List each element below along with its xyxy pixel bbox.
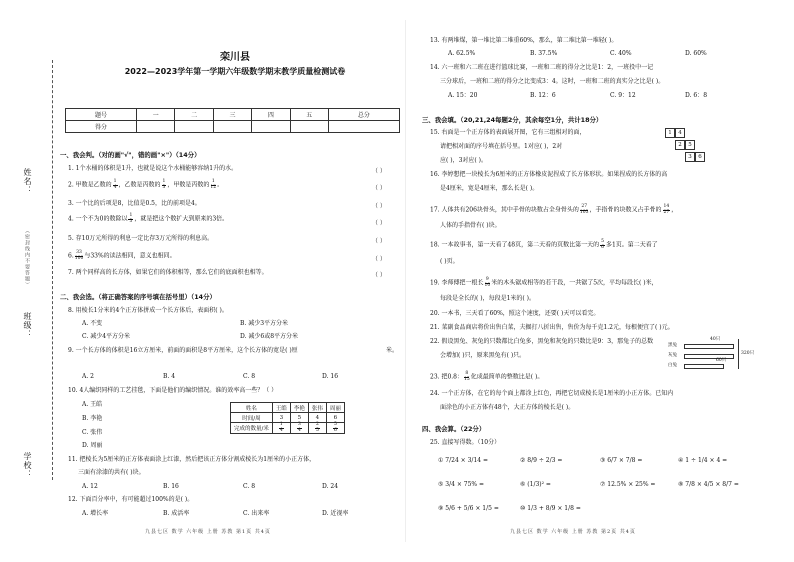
q10-option-b[interactable]: B. 李艳	[82, 415, 103, 422]
question-25: 25. 直接写得数。（10分）	[430, 439, 501, 446]
school-label: 学校：	[23, 452, 32, 479]
q12-option-c[interactable]: C. 出来率	[243, 510, 270, 517]
section-4-title: 四、我会算。（22分）	[422, 425, 486, 433]
calc-3: ③ 6/7 × 7/8 =	[600, 457, 643, 464]
q14-option-b[interactable]: B. 12：6	[530, 92, 556, 99]
table-cell: $\frac{2}{5}$	[308, 423, 326, 434]
question-7: 7. 两个同样高的长方体，如果它们的体积相等，那么它们的底面积也相等。	[68, 269, 268, 276]
binding-margin	[0, 0, 60, 562]
table-cell: 6	[326, 413, 344, 423]
q13-option-c[interactable]: C. 40%	[610, 50, 632, 57]
score-cell[interactable]	[213, 121, 251, 133]
question-6: 6. $\frac{33}{100}$ 与33%的读法相同，意义也相同。	[68, 250, 176, 261]
net-face-4: 4	[675, 128, 685, 138]
question-19-line2: 每段是全长的( )，每段是1米的( )。	[440, 295, 535, 302]
calc-6: ⑥ (1/3)² =	[520, 481, 551, 488]
bar-value-60: 60只	[716, 358, 727, 363]
score-cell[interactable]	[290, 121, 328, 133]
table-cell: $\frac{1}{4}$	[272, 423, 290, 434]
q9-option-b[interactable]: B. 4	[163, 373, 176, 380]
answer-paren-1[interactable]: （ ）	[372, 168, 386, 175]
score-head-2: 二	[175, 109, 213, 121]
net-face-6: 6	[695, 152, 705, 162]
q14-option-a[interactable]: A. 15：20	[448, 92, 478, 99]
question-10: 10. 4人编织同样的工艺挂毯，下面是他们的编织情况。谁的效率高一些？（ ）	[68, 387, 278, 394]
question-20: 20. 一本书，三天看了60%，照这个速度，还要( )天可以看完。	[430, 310, 600, 317]
question-18: 18. 一本故事书，第一天看了48页，第二天看的页数比第一天的 $\frac{5}{6}$ 多1页。第二天看了	[430, 239, 658, 250]
bar-label-white: 白兔	[668, 363, 677, 368]
q12-option-b[interactable]: B. 成活率	[163, 510, 190, 517]
bar-gray	[684, 354, 734, 359]
q11-option-a[interactable]: A. 12	[82, 483, 98, 490]
question-14: 14. 六一班和六二班在进行篮球比赛，一班和二班的得分之比是1：2，一班投中一记	[430, 64, 654, 71]
q13-option-b[interactable]: B. 37.5%	[530, 50, 558, 57]
name-label: 姓名：	[23, 168, 32, 195]
table-header: 张伟	[308, 403, 326, 413]
section-2-title: 二、我会选。（将正确答案的序号填在括号里）（14分）	[60, 293, 216, 301]
q9-option-a[interactable]: A. 2	[82, 373, 94, 380]
question-1: 1. 1个水桶的体积是1升，也就是说这个水桶能够容纳1升的水。	[68, 165, 238, 172]
question-17: 17. 人体共有206块骨头，其中手骨的块数占全身骨头的 $\frac{27}{103}$ ，手指骨的块数又占手骨的 $\frac{14}{27}$ ，	[430, 204, 678, 215]
question-24-line2: 面涂色的小正方体有48个，大正方体的棱长是( )。	[440, 404, 575, 411]
answer-paren-2[interactable]: （ ）	[372, 185, 386, 192]
q12-option-a[interactable]: A. 增长率	[82, 510, 109, 517]
score-head-1: 一	[137, 109, 175, 121]
calc-9: ⑨ 5/6 + 5/6 × 1/5 =	[438, 505, 499, 512]
q11-option-d[interactable]: D. 24	[322, 483, 339, 490]
question-8: 8. 用棱长1分米的4个正方体拼成一个长方体后，表面积( )。	[68, 307, 228, 314]
question-16: 16. 李婷想把一块棱长为6厘米的正方体橡皮泥捏成了长方体形状。如果捏成的长方体的高	[430, 171, 668, 178]
answer-paren-7[interactable]: （ ）	[372, 272, 386, 279]
page-1-footer: 九县七区 数学 六年级 上册 苏教 第1页 共4页	[145, 529, 271, 535]
calc-7: ⑦ 12.5% × 25% =	[600, 481, 656, 488]
score-head-3: 三	[213, 109, 251, 121]
net-face-2: 2	[675, 140, 685, 150]
calc-1: ① 7/24 × 3/14 =	[438, 457, 489, 464]
question-19: 19. 李师傅把一根长 $\frac{9}{10}$ 米的木头锯成相等的若干段，一共锯了5次，平均每段长( )米，	[430, 277, 658, 288]
score-cell[interactable]	[328, 121, 399, 133]
question-2: 2. 甲数是乙数的 $\frac{1}{4}$ ，乙数是丙数的 $\frac{1}{3}$ ，甲数是丙数的 $\frac{1}{12}$ 。	[68, 179, 224, 190]
page-1	[60, 0, 405, 562]
page-2	[420, 0, 790, 562]
question-9: 9. 一个长方体的体积是16立方厘米，前面的面积是8平方厘米，这个长方体的宽是( )厘	[68, 347, 298, 354]
table-cell: 完成的数量/米	[231, 423, 273, 434]
calc-10: ⑩ 1/3 + 8/9 × 1/8 =	[520, 505, 581, 512]
question-11-line2: 三面有涂漆的共有( )块。	[78, 469, 145, 476]
page-2-footer: 九县七区 数学 六年级 上册 苏教 第2页 共4页	[510, 529, 636, 535]
bar-label-black: 黑兔	[668, 343, 677, 348]
cut-notice: （密封线内不要答题）	[24, 228, 30, 288]
question-23: 23. 把0.8： $\frac{8}{15}$ 化成最简单的整数比是( )。	[430, 371, 544, 382]
question-12: 12. 下面百分率中，有可能超过100%的是( )。	[68, 496, 194, 503]
question-11: 11. 把棱长为5厘米的正方体表面涂上红漆，然后把该正方体分割成棱长为1厘米的小正方体，	[68, 456, 316, 463]
score-head-5: 五	[290, 109, 328, 121]
score-label: 得分	[66, 121, 137, 133]
answer-paren-6[interactable]: （ ）	[372, 256, 386, 263]
q8-option-d[interactable]: D. 减少6或8平方分米	[240, 333, 299, 340]
score-table	[65, 108, 400, 133]
q12-option-d[interactable]: D. 近视率	[322, 510, 349, 517]
calc-2: ② 8/9 ÷ 2/3 =	[520, 457, 563, 464]
table-cell: $\frac{3}{4}$	[290, 423, 308, 434]
bar-label-gray: 灰兔	[668, 353, 677, 358]
table-header: 李艳	[290, 403, 308, 413]
q14-option-d[interactable]: D. 6：8	[685, 92, 708, 99]
calc-5: ⑤ 3/4 × 75% =	[438, 481, 485, 488]
q11-option-c[interactable]: C. 8	[243, 483, 256, 490]
question-18-line2: ( )页。	[440, 258, 459, 265]
page-divider	[405, 20, 406, 542]
question-9-unit: 米。	[386, 347, 399, 354]
bar-white	[684, 364, 724, 369]
table-header: 周丽	[326, 403, 344, 413]
bar-value-40: 40只	[710, 337, 721, 342]
q11-option-b[interactable]: B. 16	[163, 483, 179, 490]
table-cell: $\frac{5}{6}$	[326, 423, 344, 434]
score-cell[interactable]	[252, 121, 290, 133]
bar-total: 320只	[741, 351, 755, 356]
question-21: 21. 菜副食品商店将价出售白菜，夫掘打八折出售，售价为每千克1.2元，每根便宜了( )元。	[430, 324, 674, 331]
q14-option-c[interactable]: C. 9：12	[610, 92, 636, 99]
answer-paren-4[interactable]: （ ）	[372, 220, 386, 227]
net-face-5: 5	[685, 140, 695, 150]
calc-8: ⑧ 7/8 × 4/5 × 8/7 =	[678, 481, 739, 488]
exam-title: 2022—2023学年第一学期六年级数学期末教学质量检测试卷	[124, 67, 346, 76]
table-header: 姓名	[231, 403, 273, 413]
question-13: 13. 有两堆煤，第一堆比第二堆重60%，那么，第二堆比第一堆轻( )。	[430, 37, 618, 44]
seal-line	[52, 60, 53, 480]
q9-option-c[interactable]: C. 8	[243, 373, 256, 380]
question-15: 15. 右面是一个正方体的表面展开图，它有三组相对的面，	[430, 129, 586, 136]
table-cell: 3	[272, 413, 290, 423]
score-cell[interactable]	[137, 121, 175, 133]
answer-paren-5[interactable]: （ ）	[372, 238, 386, 245]
table-header: 王皓	[272, 403, 290, 413]
question-24: 24. 一个正方体，在它的每个面上都涂上红色，再把它切成棱长是1厘米的小正方体。已知内	[430, 390, 674, 397]
question-17-line2: 人体的手指骨有( )块。	[440, 222, 501, 229]
section-1-title: 一、我会判。（对的画"√"，错的画"×"）（14分）	[60, 151, 201, 159]
score-head-0: 题号	[66, 109, 137, 121]
question-15-line3: 应( )，3对应( )。	[440, 157, 487, 164]
question-14-line2: 三分球后，一班和二班的得分之比变成3：4。这时，一班和二班的真实分之比是( )。	[440, 78, 665, 85]
county-title: 栾川县	[220, 52, 250, 63]
table-cell: 时间/周	[231, 413, 273, 423]
class-label: 班级：	[23, 312, 32, 339]
table-cell: 5	[290, 413, 308, 423]
q10-option-d[interactable]: D. 周丽	[82, 442, 103, 449]
q8-option-b[interactable]: B. 减少3平方分米	[240, 320, 289, 327]
question-4: 4. 一个不为0的数除以 $\frac{1}{3}$ ，就是把这个数扩大到原来的3倍。	[68, 213, 229, 224]
section-3-title: 三、我会填。（20,21,24每题2分，其余每空1分，共计18分）	[422, 116, 603, 124]
net-face-1: 1	[665, 128, 675, 138]
question-16-line2: 是4厘米，宽是4厘米，那么长是( )。	[440, 185, 539, 192]
score-cell[interactable]	[175, 121, 213, 133]
bar-black	[684, 344, 734, 349]
question-5: 5. 存10万元所得的利息一定比存3万元所得的利息高。	[68, 235, 214, 242]
q13-option-a[interactable]: A. 62.5%	[448, 50, 476, 57]
q8-option-c[interactable]: C. 减少4平方分米	[82, 333, 131, 340]
answer-paren-3[interactable]: （ ）	[372, 203, 386, 210]
net-face-3: 3	[685, 152, 695, 162]
q8-option-a[interactable]: A. 不变	[82, 320, 103, 327]
q9-option-d[interactable]: D. 16	[322, 373, 339, 380]
question-22: 22. 假设黑兔、灰兔的只数都比白兔多，黑兔和灰兔的只数比是9：3，那兔子的总数	[430, 338, 654, 345]
calc-4: ④ 1 ÷ 1/4 × 4 =	[678, 457, 728, 464]
q10-option-a[interactable]: A. 王皓	[82, 401, 103, 408]
knitting-table	[230, 402, 345, 434]
question-15-line2: 请把相对面的序号填在括号里。1对应( )，2对	[440, 143, 563, 150]
question-3: 3. 一个比的后项是8，比值是0.5，比的前项是4。	[68, 200, 201, 207]
score-head-4: 四	[252, 109, 290, 121]
bar-bracket	[738, 339, 739, 369]
table-cell: 4	[308, 413, 326, 423]
q10-option-c[interactable]: C. 张伟	[82, 429, 103, 436]
score-head-6: 总分	[328, 109, 399, 121]
q13-option-d[interactable]: D. 60%	[685, 50, 707, 57]
question-22-line2: 会增加( )只，原来黑兔有( )只。	[440, 352, 526, 359]
